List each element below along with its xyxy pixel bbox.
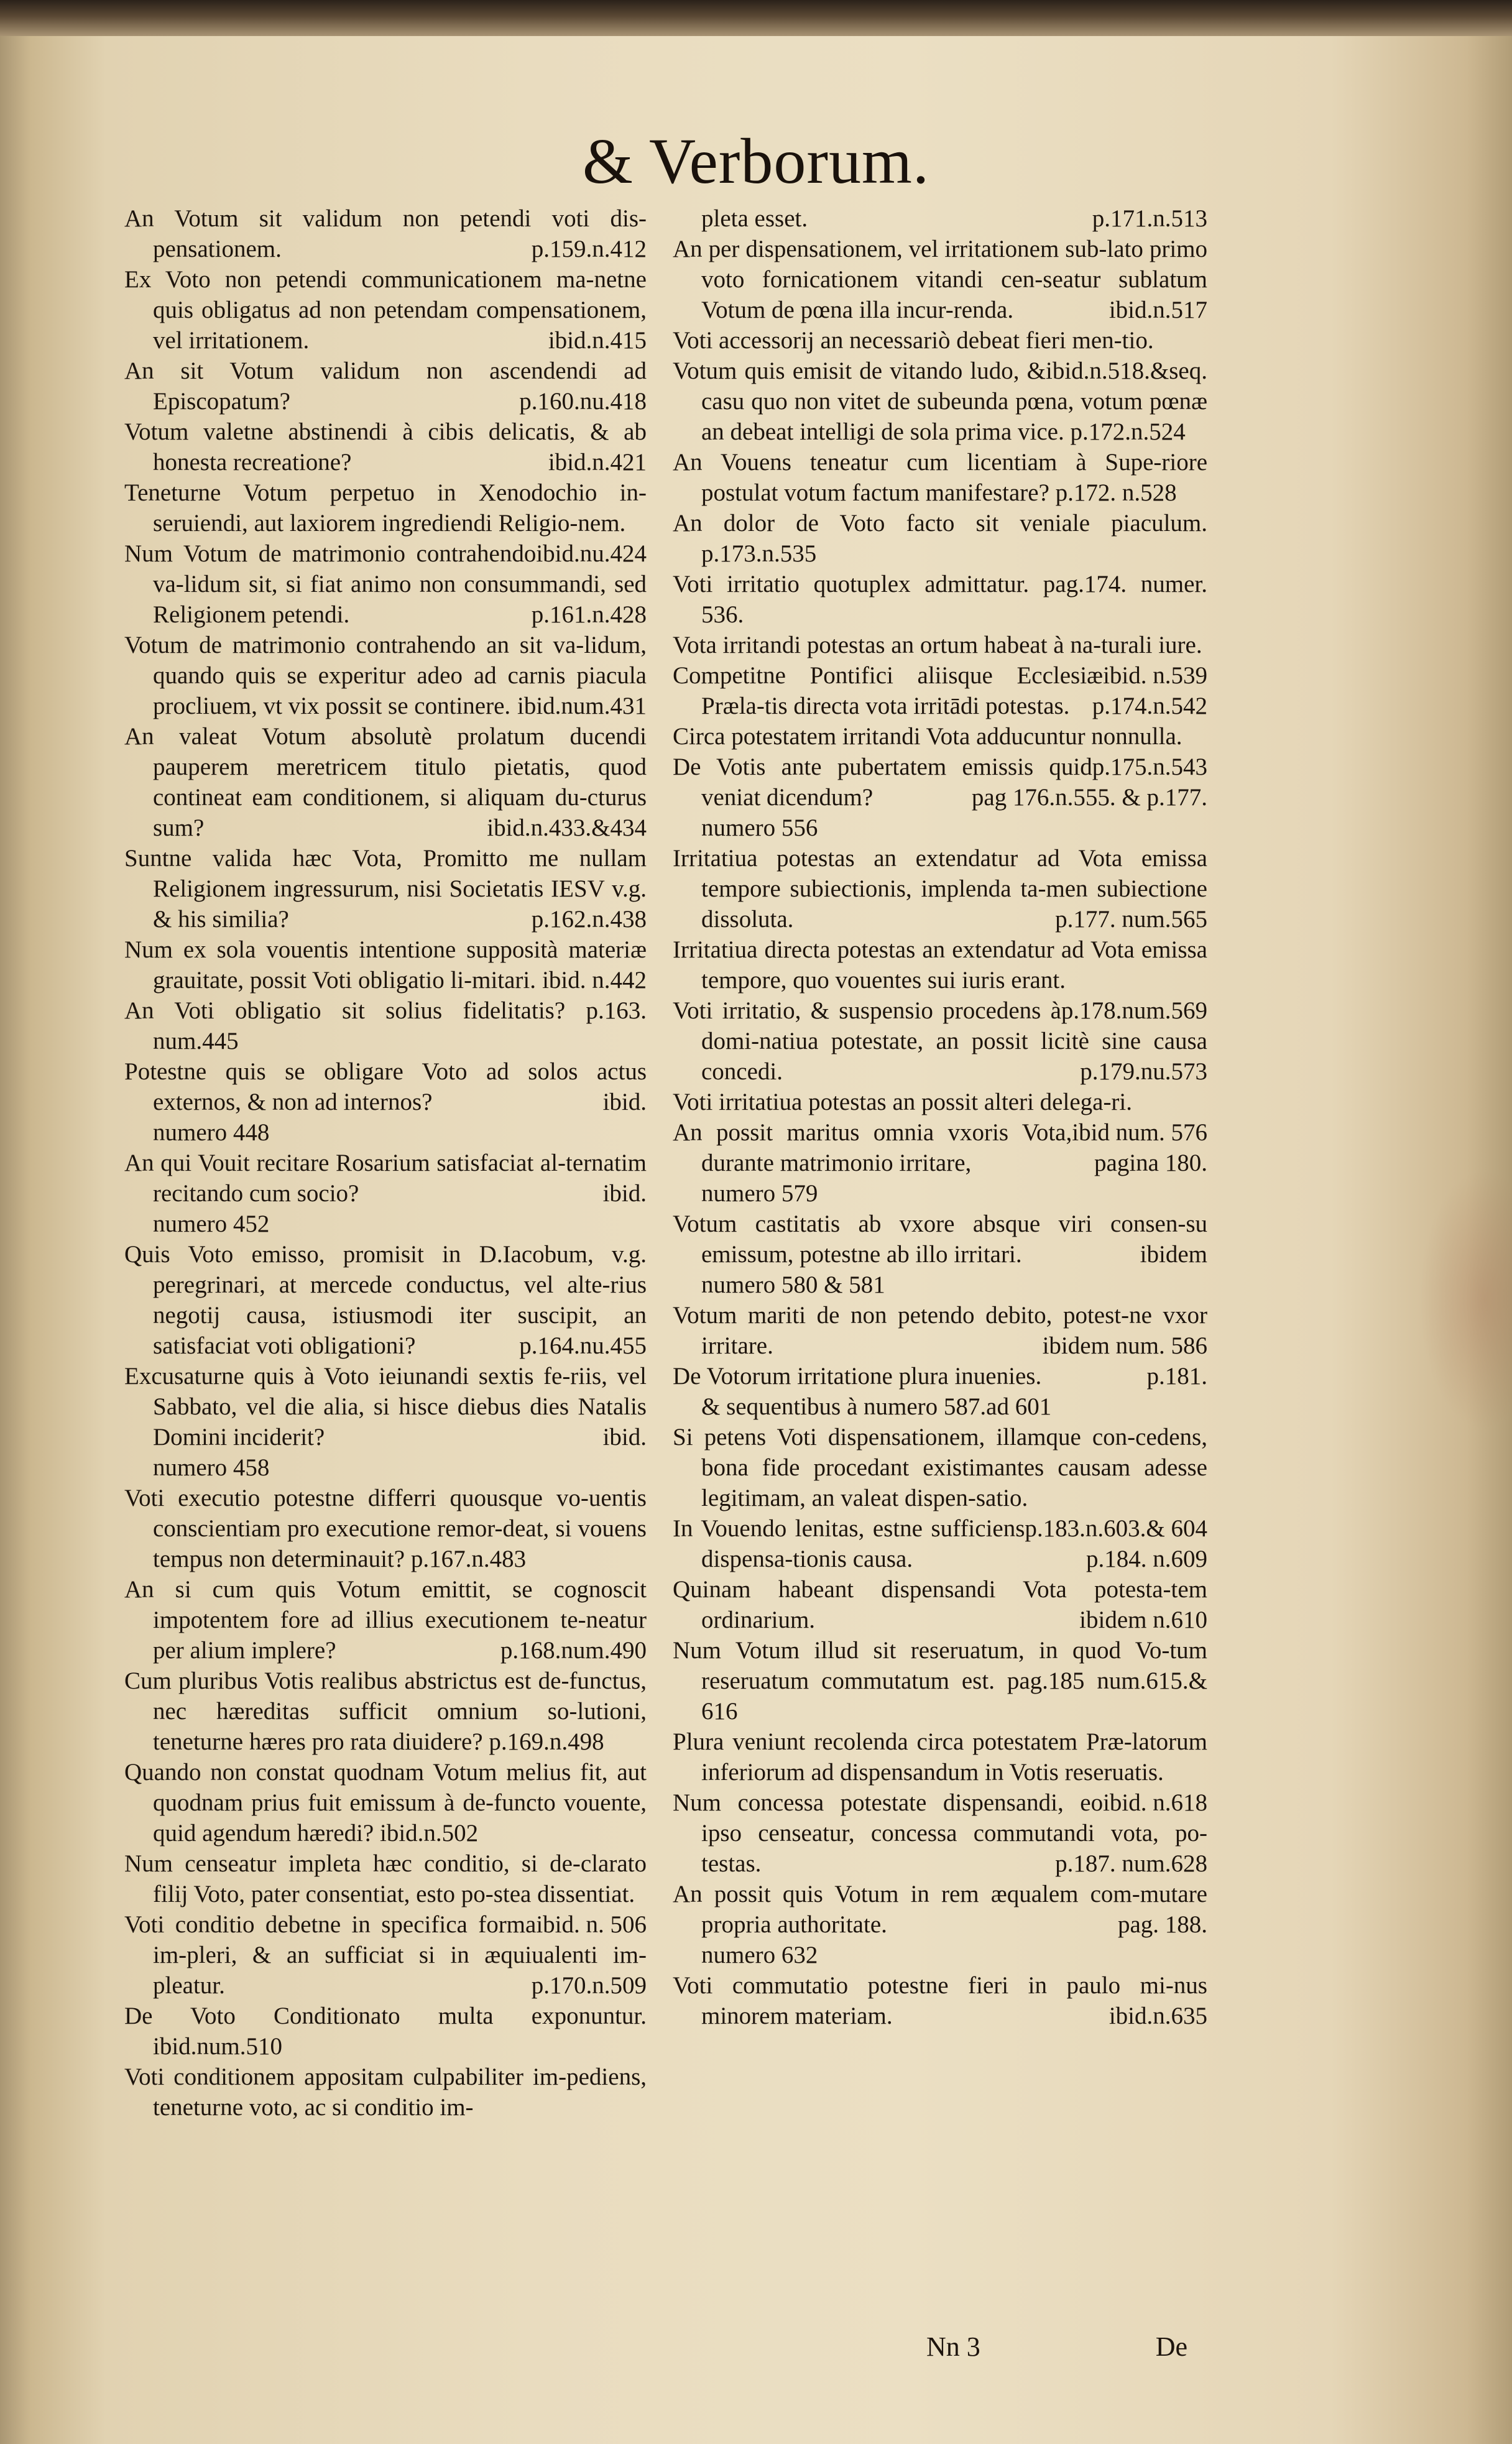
entry-text: An Vouens teneatur cum licentiam à Supe-riore postulat votum factum manifestare? p.172. n.528 [673,449,1207,506]
entry-text: numero 556 [701,814,818,841]
page-reference: ibid. [602,1089,647,1115]
page-reference: pag 176.n.555. & p.177. [971,784,1207,811]
page-reference: p.168.num.490 [500,1637,647,1664]
page-reference: p.162.n.438 [531,906,647,933]
index-entry [673,1574,1207,1635]
index-entry [124,477,647,567]
page-reference: p.184. n.609 [1086,1546,1207,1572]
index-entry [124,2001,647,2062]
entry-text: Quinam habeant dispensandi Vota potesta-tem ordinarium. [673,1576,1207,1633]
index-entry [124,417,647,477]
entry-text: Num censeatur impleta hæc conditio, si de-clarato filij Voto, pater consentiat, esto po-stea dissentiat. [124,1850,647,1907]
entry-text: Voti accessorij an necessariò debeat fieri men-tio. [673,327,1154,354]
index-entry [124,1209,647,1239]
page-reference: ibid.n.518.&seq. [1046,357,1207,384]
index-entry [124,995,647,1056]
index-entry [124,934,647,995]
index-entry [673,1970,1207,2031]
page-reference: p.170.n.509 [531,1972,647,1999]
index-entry [124,1239,647,1361]
entry-text: Voti irritatiua potestas an possit alteri delega-ri. [673,1089,1133,1115]
entry-text: Competitne Pontifici aliisque Ecclesiæ Præla-tis directa vota irritādi potestas. [673,662,1104,719]
index-entry [124,1574,647,1666]
entry-text: An qui Vouit recitare Rosarium satisfaciat al-ternatim recitando cum socio? [124,1150,647,1207]
entry-text: Si petens Voti dispensationem, illamque con-cedens, bona fide procedant existimantes causam adesse legitimam, an valeat dispen-satio. [673,1424,1207,1511]
entry-text: numero 452 [153,1210,270,1237]
page-reference: p.187. num.628 [1055,1850,1207,1877]
index-entry [673,325,1207,384]
index-entry [673,1270,1207,1300]
entry-text: Voti conditionem appositam culpabiliter im-pediens, teneturne voto, ac si conditio im- [124,2064,647,2121]
index-entry [673,843,1207,934]
entry-text: An possit maritus omnia vxoris Vota, durante matrimonio irritare, [673,1119,1072,1176]
index-entry [673,1300,1207,1361]
index-entry [124,1452,647,1483]
page-reference: p.161.n.428 [531,601,647,628]
page-reference: ibid.n.421 [548,449,647,476]
entry-text: Num ex sola vouentis intentione supposità materiæ grauitate, possit Voti obligatio li-mitari. [124,936,647,994]
page-reference: ibid.n.433.&434 [487,814,647,841]
page-reference: ibid. n.539 [1103,662,1207,689]
page-reference: ibid. [602,1180,647,1207]
entry-text: Suntne valida hæc Vota, Promitto me nullam Religionem ingressurum, nisi Societatis IESV v.g. & his similia? [124,845,647,933]
index-entry [673,1209,1207,1270]
entry-text: Votum valetne abstinendi à cibis delicatis, & ab honesta recreatione? [124,418,647,476]
entry-text: numero 458 [153,1454,270,1481]
entry-text: Votum castitatis ab vxore absque viri consen-su emissum, potestne ab illo irritari. [673,1210,1207,1268]
entry-text: An Voti obligatio sit solius fidelitatis? p.163. num.445 [124,997,647,1054]
index-entry [124,1117,647,1148]
entry-text: An dolor de Voto facto sit veniale piaculum. p.173.n.535 [673,510,1207,567]
index-entry [124,2062,647,2123]
index-entry [673,447,1207,508]
right-column [673,203,1207,2031]
entry-text: Irritatiua potestas an extendatur ad Vota emissa tempore subiectionis, implenda ta-men subiectione dissoluta. [673,845,1207,933]
index-entry [673,1940,1207,1970]
page-reference: ibidem [1140,1241,1207,1268]
index-entry [673,1361,1207,1391]
entry-text: An Votum sit validum non petendi voti dis-pensationem. [124,205,647,262]
index-entry [673,934,1207,1024]
entry-text: In Vouendo lenitas, estne sufficiens dispensa-tionis causa. [673,1515,1025,1572]
entry-text: Voti irritatio quotuplex admittatur. pag.174. numer. 536. [673,571,1207,628]
index-entry [673,1391,1207,1422]
entry-text: Circa potestatem irritandi Vota adducuntur nonnulla. [673,723,1182,750]
entry-text: Plura veniunt recolenda circa potestatem Præ-latorum inferiorum ad dispensandum in Votis reseruatis. [673,1728,1207,1786]
index-entry [673,1879,1207,1940]
page-reference: p.178.num.569 [1061,997,1207,1024]
paper-stain [1419,1169,1512,1430]
index-entry [124,203,647,264]
page-reference: ibid.n.635 [1109,2003,1207,2029]
entry-text: Quando non constat quodnam Votum melius fit, aut quodnam prius fuit emissum à de-functo vouente, quid agendum hæredi? ibid.n.502 [124,1759,647,1847]
entry-text: numero 579 [701,1180,818,1207]
index-entry [124,356,647,417]
entry-text: Votum quis emisit de vitando ludo, & casu quo non vitet de subeunda pœna, votum pœnæ an debeat intelligi de sola prima vice. p.172.n.524 [673,357,1207,445]
index-entry [673,1635,1207,1727]
entry-text: Votum mariti de non petendo debito, potest-ne vxor irritare. [673,1302,1207,1359]
entry-text: Voti executio potestne differri quousque vo-uentis conscientiam pro executione remor-deat, si vouens tempus non determinauit? p.167.n.483 [124,1485,647,1572]
page-top-edge [0,0,1512,36]
entry-text: Cum pluribus Votis realibus abstrictus est de-functus, nec hæreditas sufficit omnium so-lutioni, teneturne hæres pro rata diuidere? p.169.n.498 [124,1667,647,1755]
index-entry [124,721,647,843]
index-entry [124,1056,647,1117]
page-reference: ibid. n.618 [1103,1789,1207,1816]
page-reference: p.159.n.412 [531,236,647,262]
entry-text: Voti irritatio, & suspensio procedens à domi-natiua potestate, an possit licitè sine causa concedi. [673,997,1207,1085]
index-entry [124,1666,647,1757]
index-entry [673,1087,1207,1146]
entry-text: Excusaturne quis à Voto ieiunandi sextis fe-riis, vel Sabbato, vel die alia, si hisce diebus dies Natalis Domini inciderit? [124,1363,647,1450]
index-entry [673,813,1207,843]
page-reference: pagina 180. [1094,1150,1207,1176]
index-entry [673,1727,1207,1816]
page-reference: ibidem n.610 [1079,1607,1207,1633]
index-entry [124,1483,647,1574]
page-reference: ibid.nu.424 [536,540,647,567]
index-entry [673,630,1207,689]
page-reference: ibid.n.517 [1109,297,1207,323]
page-reference: ibid. n.442 [542,967,647,994]
page-reference: ibid. [602,1424,647,1450]
entry-text: pleta esset. [701,205,808,232]
entry-text: & sequentibus à numero 587.ad 601 [701,1393,1052,1420]
entry-text: An si cum quis Votum emittit, se cognoscit impotentem fore ad illius executionem te-neatur per alium implere? [124,1576,647,1664]
entry-text: Vota irritandi potestas an ortum habeat à na-turali iure. [673,632,1202,658]
entry-text: An per dispensationem, vel irritationem sub-lato primo voto fornicationem vitandi cen-seatur sublatum Votum de pœna illa incur-renda. [673,236,1207,323]
page-reference: p.181. [1146,1363,1207,1390]
page-reference: ibidem num. 586 [1042,1332,1207,1359]
entry-text: Voti conditio debetne in specifica forma im-pleri, & an sufficiat si in æquiualenti im-pleatur. [124,1911,647,1999]
page-reference: p.160.nu.418 [519,388,647,415]
index-entry [124,1148,647,1209]
entry-text: Num Votum illud sit reseruatum, in quod Vo-tum reseruatum commutatum est. pag.185 num.615.& 616 [673,1637,1207,1725]
page-reference: p.174.n.542 [1092,693,1207,719]
entry-text: Num concessa potestate dispensandi, eo ipso censeatur, concessa commutandi vota, po-testas. [673,1789,1207,1877]
entry-text: De Votorum irritatione plura inuenies. [673,1363,1042,1390]
entry-text: Ex Voto non petendi communicationem ma-netne quis obligatus ad non petendam compensationem, vel irritationem. [124,266,647,354]
entry-text: De Votis ante pubertatem emissis quid veniat dicendum? [673,754,1092,811]
page-reference: p.171.n.513 [1092,205,1207,232]
page-reference: p.177. num.565 [1055,906,1207,933]
page-reference: ibid.n.415 [548,327,647,354]
entry-text: An sit Votum validum non ascendendi ad Episcopatum? [124,357,647,415]
index-entry [124,1757,647,1848]
entry-text: An possit quis Votum in rem æqualem com-mutare propria authoritate. [673,1881,1207,1938]
entry-text: numero 632 [701,1942,818,1968]
catchword: De [1155,2331,1187,2362]
page-reference: p.183.n.603.& 604 [1025,1515,1207,1542]
entry-text: Num Votum de matrimonio contrahendo va-lidum sit, si fiat animo non consummandi, sed Religionem petendi. [124,540,647,628]
page-reference: pag. 188. [1117,1911,1207,1938]
entry-text: Teneturne Votum perpetuo in Xenodochio in-seruiendi, aut laxiorem ingrediendi Religio-nem. [124,479,647,537]
index-entry [673,1422,1207,1542]
entry-text: Voti commutatio potestne fieri in paulo mi-nus minorem materiam. [673,1972,1207,2029]
index-entry [124,630,647,721]
page-reference: ibid. n. 506 [536,1911,647,1938]
page-reference: p.164.nu.455 [519,1332,647,1359]
left-column [124,203,647,2123]
index-entry [673,234,1207,325]
page-reference: ibid num. 576 [1072,1119,1207,1146]
page-reference: p.179.nu.573 [1080,1058,1207,1085]
index-entry [673,569,1207,630]
entry-text: numero 448 [153,1119,270,1146]
page-reference: ibid.num.431 [517,693,647,719]
running-header: & Verborum. [583,126,929,197]
index-entry [124,1361,647,1452]
entry-text: De Voto Conditionato multa exponuntur. ibid.num.510 [124,2003,647,2060]
entry-text: Irritatiua directa potestas an extendatur ad Vota emissa tempore, quo vouentes sui iuris erant. [673,936,1207,994]
index-entry [124,1848,647,1938]
entry-text: Votum de matrimonio contrahendo an sit va-lidum, quando quis se experitur adeo ad carnis piacula procliuem, vt vix possit se continere. [124,632,647,719]
index-entry [673,508,1207,569]
index-entry [673,1178,1207,1209]
signature-mark: Nn 3 [926,2331,980,2362]
index-entry [673,721,1207,780]
entry-text: An valeat Votum absolutè prolatum ducendi pauperem meretricem titulo pietatis, quod contineat eam conditionem, si aliquam du-cturus sum? [124,723,647,841]
entry-text: Potestne quis se obligare Voto ad solos actus externos, & non ad internos? [124,1058,647,1115]
index-entry [124,843,647,934]
entry-text: Quis Voto emisso, promisit in D.Iacobum, v.g. peregrinari, at mercede conductus, vel alte-rius negotij causa, istiusmodi iter suscipit, an satisfaciat voti obligationi? [124,1241,647,1359]
page-reference: p.175.n.543 [1092,754,1207,780]
index-entry [124,264,647,356]
entry-text: numero 580 & 581 [701,1271,885,1298]
index-entry [673,203,1207,234]
